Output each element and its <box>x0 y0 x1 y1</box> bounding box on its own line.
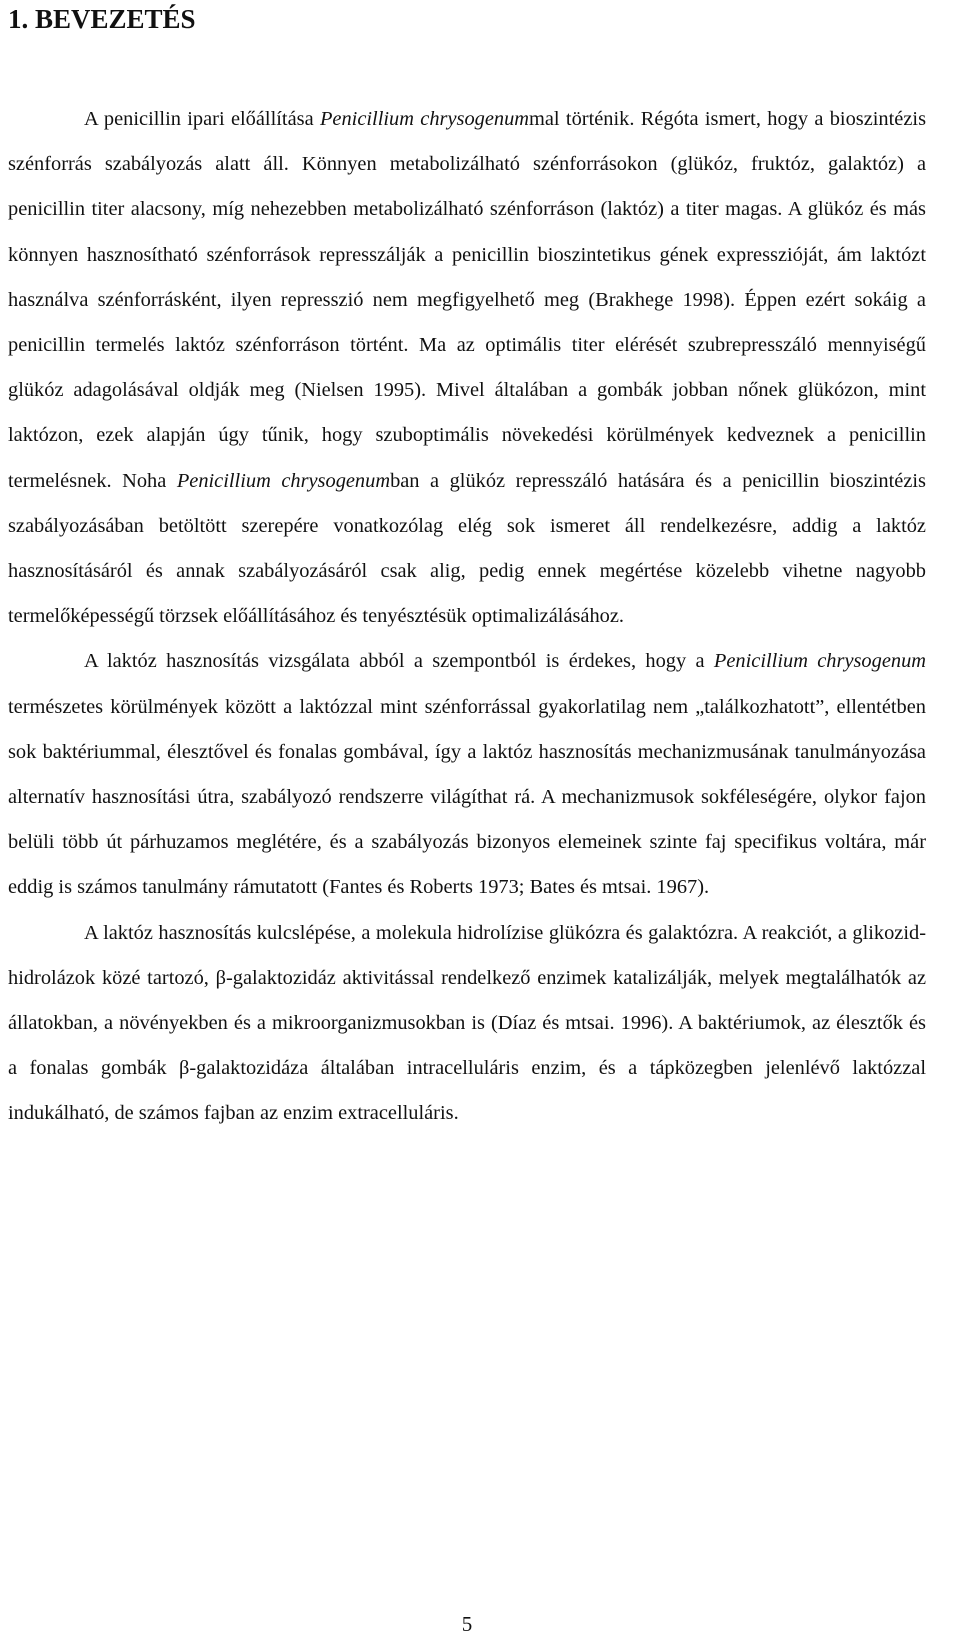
species-name-italic: Penicillium chrysogenum <box>319 108 530 130</box>
page-number: 5 <box>461 1612 473 1636</box>
section-heading: 1. BEVEZETÉS <box>8 4 196 34</box>
paragraph-2 <box>8 639 926 910</box>
species-name-italic: Penicillium chrysogenum <box>713 650 926 673</box>
paragraph-1-text-a: A penicillin ipari előállítása <box>84 108 320 130</box>
species-name-italic: Penicillium chrysogenum <box>176 469 391 492</box>
paragraph-2-text-b: természetes körülmények között a laktózzal mint szénforrással gyakorlatilag nem „találkozhatott”, ellentétben sok baktériummal, élesztővel és fonalas gombával, így a laktóz hasznosítás mechanizmusának tanulmányozása alternatív hasznosítási útra, szabályozó rendszerre világíthat rá. A mechanizmusok sokféleségére, olykor fajon belüli több út párhuzamos meglétére, és a szabályozás bizonyos elemeinek szinte faj specifikus voltára, már eddig is számos tanulmány rámutatott (Fantes és Roberts 1973; Bates és mtsai. 1967). <box>8 695 926 899</box>
paragraph-2-text-a: A laktóz hasznosítás vizsgálata abból a szempontból is érdekes, hogy a <box>84 650 714 673</box>
paragraph-1 <box>8 97 926 639</box>
paragraph-1-text-c: ban a glükóz represszáló hatására és a penicillin bioszintézis szabályozásában betöltött szerepére vonatkozólag elég sok ismeret áll rendelkezésre, addig a laktóz hasznosításáról és annak szabályozásáról csak alig, pedig ennek megértése közelebb vihetne nagyobb termelőképességű törzsek előállításához és tenyésztésük optimalizálásához. <box>8 469 926 628</box>
paragraph-1-text-b: mal történik. Régóta ismert, hogy a bioszintézis szénforrás szabályozás alatt áll. Könnyen metabolizálható szénforrásokon (glükóz, fruktóz, galaktóz) a penicillin titer alacsony, míg nehezebben metabolizálható szénforráson (laktóz) a titer magas. A glükóz és más könnyen hasznosítható szénforrások represszálják a penicillin bioszintetikus gének expresszióját, ám laktózt használva szénforrásként, ilyen represszió nem megfigyelhető meg (Brakhege 1998). Éppen ezért sokáig a penicillin termelés laktóz szénforráson történt. Ma az optimális titer elérését szubrepresszáló mennyiségű glükóz adagolásával oldják meg (Nielsen 1995). Mivel általában a gombák jobban nőnek glükózon, mint laktózon, ezek alapján úgy tűnik, hogy szuboptimális növekedési körülmények kedveznek a penicillin termelésnek. Noha <box>8 108 926 492</box>
paragraph-3: A laktóz hasznosítás kulcslépése, a molekula hidrolízise glükózra és galaktózra. A reakciót, a glikozid-hidrolázok közé tartozó, β-galaktozidáz aktivitással rendelkező enzimek katalizálják, melyek megtalálhatók az állatokban, a növényekben és a mikroorganizmusokban is (Díaz és mtsai. 1996). A baktériumok, az élesztők és a fonalas gombák β-galaktozidáza általában intracelluláris enzim, és a tápközegben jelenlévő laktózzal indukálható, de számos fajban az enzim extracelluláris. <box>8 921 926 1125</box>
